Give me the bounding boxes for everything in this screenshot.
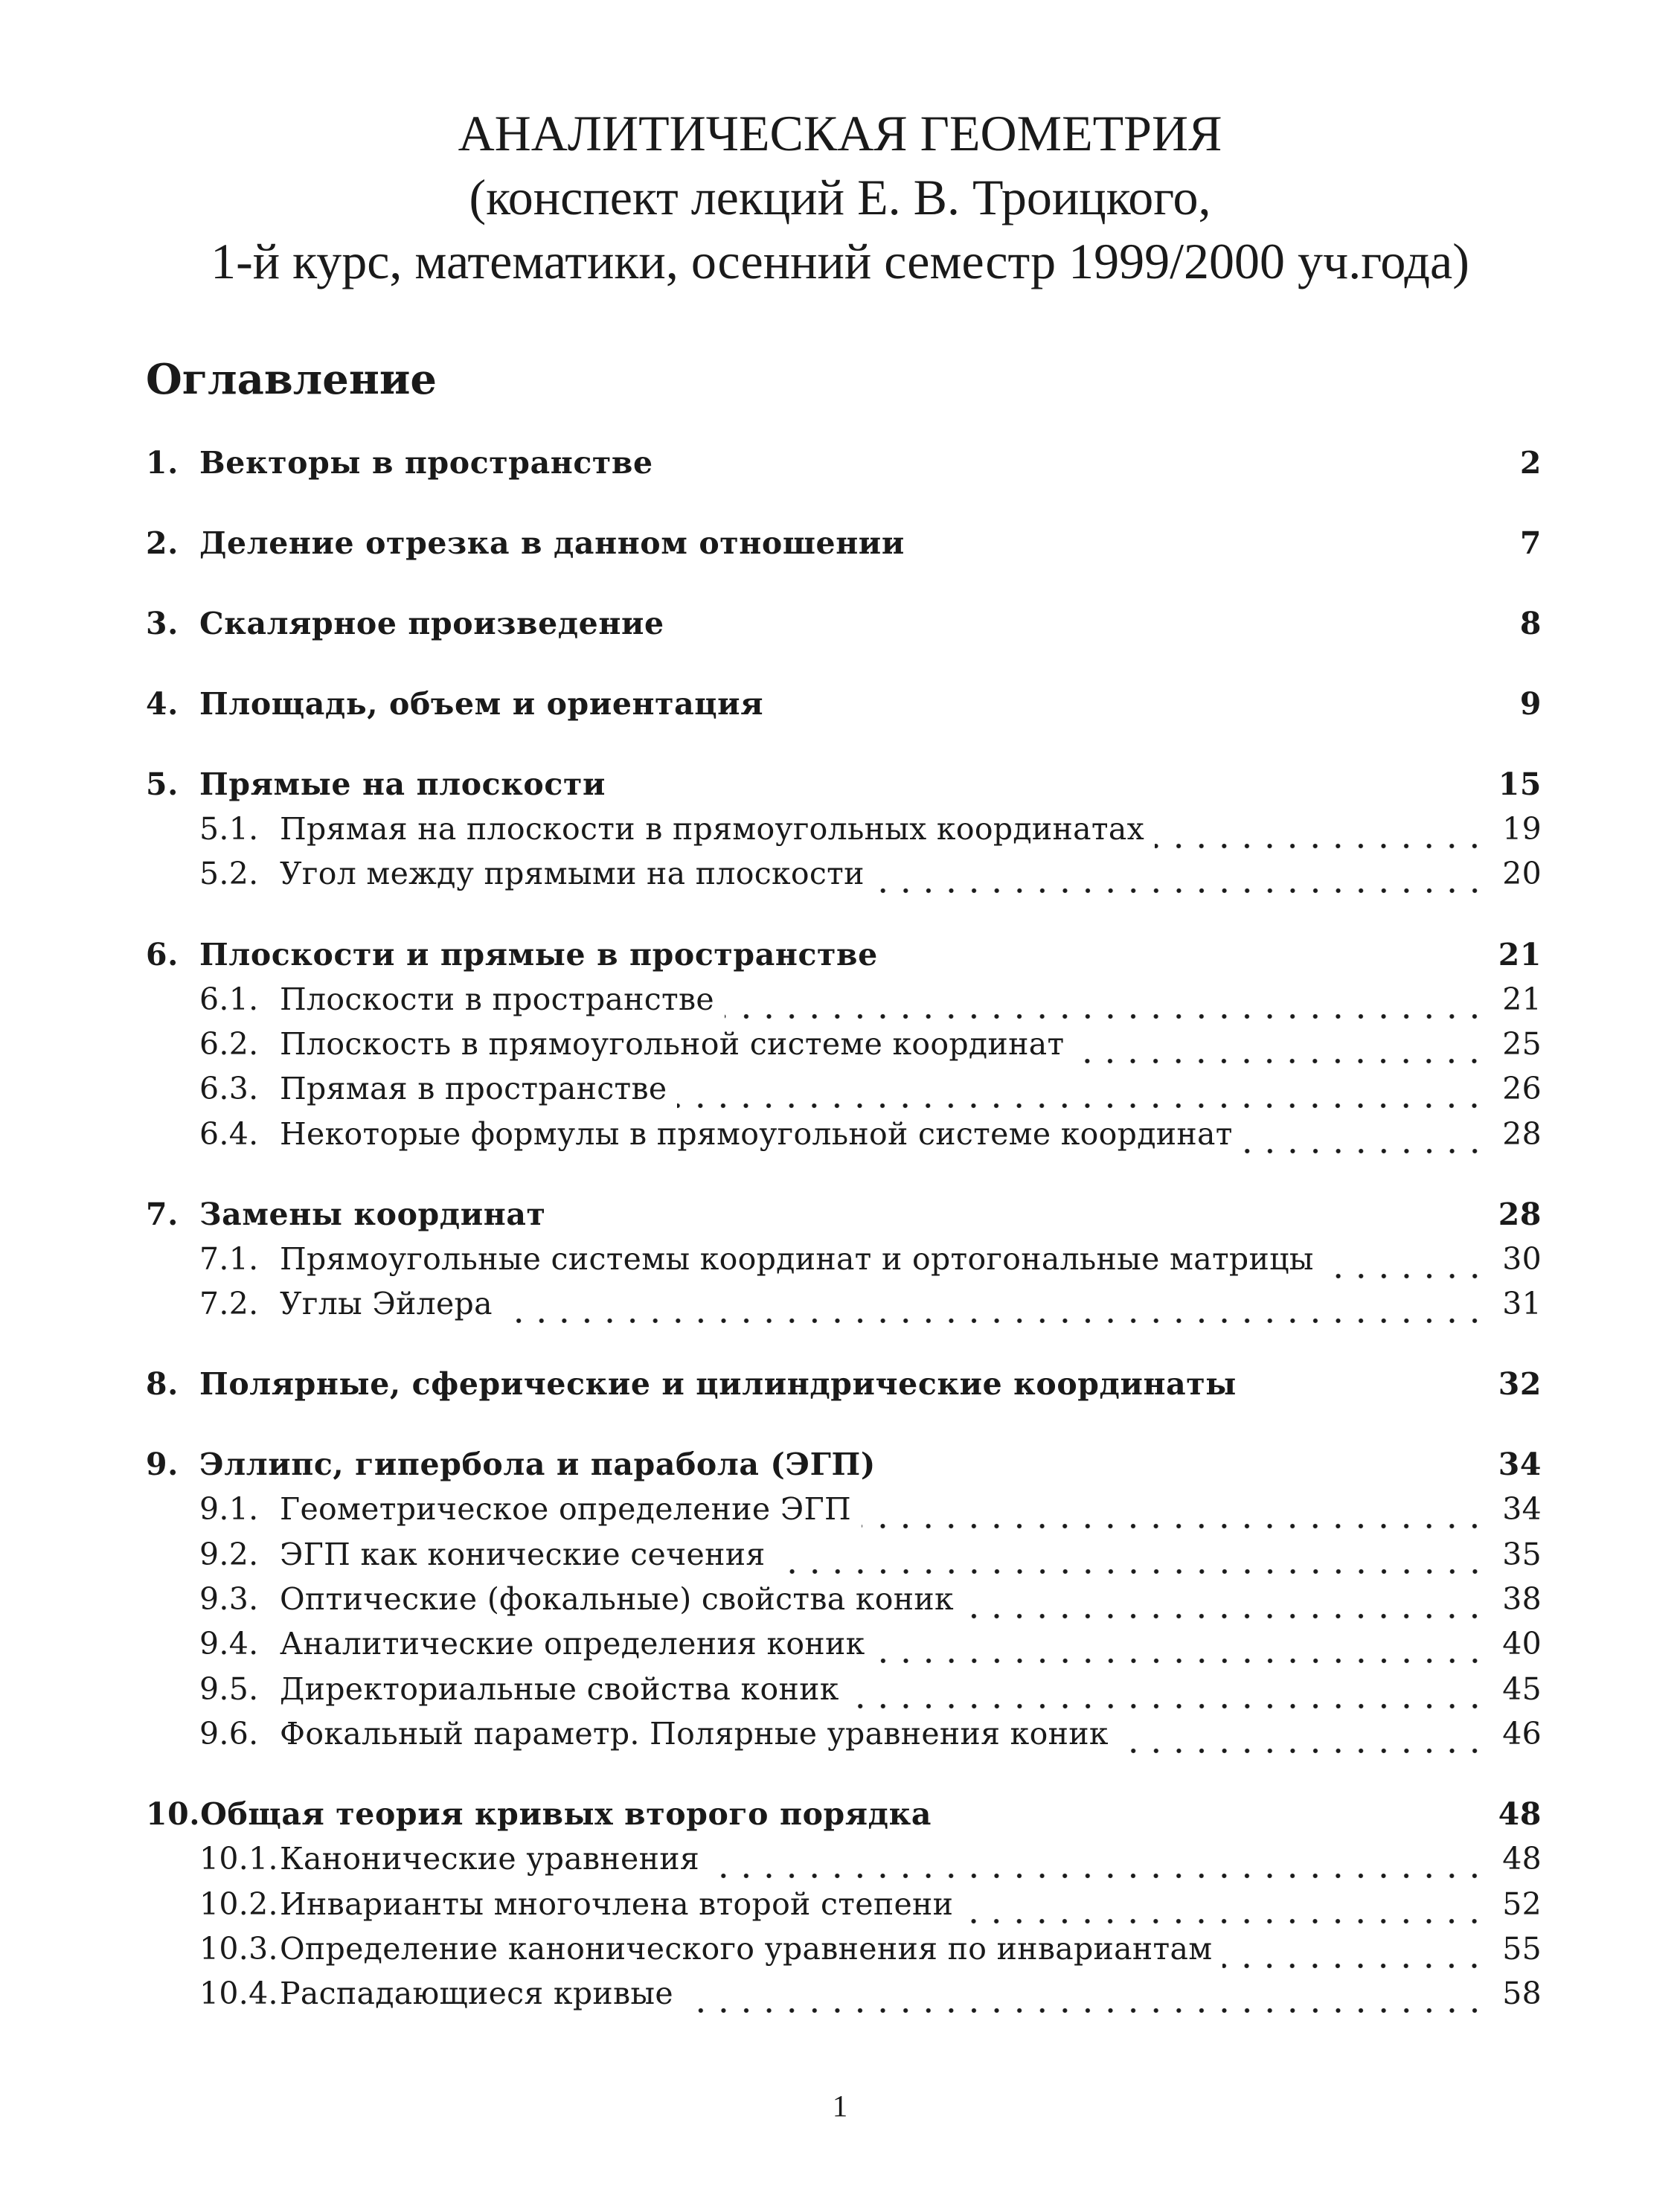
toc-subsection-row[interactable]: [146, 1716, 1542, 1761]
toc-section-page: 48: [1498, 1796, 1542, 1833]
toc-section-page: 7: [1519, 525, 1542, 561]
toc-heading: Оглавление: [146, 355, 437, 404]
toc-subsection-number: 6.2.: [199, 1025, 259, 1062]
toc-subsection-page: 21: [1502, 981, 1542, 1017]
toc-dot-leader: [1324, 1250, 1487, 1280]
toc-section-row[interactable]: [146, 766, 1542, 811]
toc-section-title: Замены координат: [199, 1196, 546, 1232]
toc-subsection-number: 6.3.: [199, 1071, 259, 1107]
toc-section-title: Деление отрезка в данном отношении: [199, 525, 905, 561]
toc-section-number: 3.: [146, 606, 179, 641]
toc-subsection-number: 10.4.: [199, 1976, 278, 2012]
toc-section-page: 8: [1519, 606, 1542, 641]
toc-section-number: 4.: [146, 686, 179, 722]
toc-dot-leader: [1155, 820, 1486, 850]
toc-subsection-title: Углы Эйлера: [280, 1286, 493, 1322]
toc-subsection-number: 9.5.: [199, 1670, 259, 1707]
toc-dot-leader: [1074, 1035, 1486, 1065]
toc-subsection-row[interactable]: [146, 1116, 1542, 1161]
toc-subsection-title: Аналитические определения коник: [280, 1626, 865, 1662]
toc-section-number: 7.: [146, 1196, 179, 1232]
toc-section-page: 34: [1498, 1446, 1542, 1483]
toc-subsection-number: 10.1.: [199, 1841, 278, 1877]
toc-dot-leader: [964, 1895, 1486, 1925]
toc-subsection-row[interactable]: [146, 1071, 1542, 1115]
toc-subsection-title: Геометрическое определение ЭГП: [280, 1491, 852, 1528]
toc-subsection-title: Инварианты многочлена второй степени: [280, 1886, 954, 1922]
document-header: [0, 101, 1680, 293]
toc-dot-leader: [677, 1080, 1486, 1109]
toc-subsection-row[interactable]: [146, 1537, 1542, 1581]
toc-section-number: 8.: [146, 1366, 179, 1403]
toc-subsection-title: ЭГП как конические сечения: [280, 1536, 766, 1572]
toc-subsection-number: 5.1.: [199, 811, 259, 847]
toc-section-title: Эллипс, гипербола и парабола (ЭГП): [199, 1446, 876, 1483]
toc-dot-leader: [850, 1680, 1487, 1710]
toc-subsection-title: Распадающиеся кривые: [280, 1976, 673, 2012]
toc-section-row[interactable]: [146, 1366, 1542, 1411]
toc-section-page: 9: [1519, 686, 1542, 722]
toc-section-row[interactable]: [146, 606, 1542, 650]
toc-dot-leader: [684, 1984, 1486, 2014]
document-subtitle-line-2: 1-й курс, математики, осенний семестр 1999/2000 уч.года): [211, 233, 1469, 289]
toc-subsection-title: Некоторые формулы в прямоугольной системе координат: [280, 1115, 1233, 1152]
toc-section-page: 21: [1498, 936, 1542, 973]
toc-subsection-title: Директориальные свойства коник: [280, 1670, 839, 1707]
toc-subsection-row[interactable]: [146, 1976, 1542, 2020]
toc-subsection-row[interactable]: [146, 811, 1542, 856]
toc-dot-leader: [776, 1545, 1487, 1575]
toc-subsection-row[interactable]: [146, 981, 1542, 1026]
toc-subsection-title: Угол между прямыми на плоскости: [280, 856, 865, 892]
toc-subsection-row[interactable]: [146, 1626, 1542, 1670]
toc-section-row[interactable]: [146, 525, 1542, 570]
toc-section-page: 2: [1519, 445, 1542, 481]
toc-subsection-title: Прямая в пространстве: [280, 1071, 667, 1107]
toc-subsection-number: 9.4.: [199, 1626, 259, 1662]
toc-subsection-page: 31: [1502, 1286, 1542, 1322]
toc-subsection-page: 26: [1502, 1071, 1542, 1107]
toc-subsection-page: 30: [1502, 1240, 1542, 1277]
toc-subsection-row[interactable]: [146, 1931, 1542, 1976]
toc-subsection-number: 10.3.: [199, 1930, 278, 1967]
toc-subsection-row[interactable]: [146, 1841, 1542, 1886]
toc-subsection-page: 35: [1502, 1536, 1542, 1572]
toc-section-title: Скалярное произведение: [199, 606, 664, 641]
toc-subsection-page: 58: [1502, 1976, 1542, 2012]
toc-section-number: 9.: [146, 1446, 179, 1483]
toc-section-page: 28: [1498, 1196, 1542, 1232]
toc-subsection-title: Фокальный параметр. Полярные уравнения коник: [280, 1715, 1109, 1752]
toc-subsection-title: Определение канонического уравнения по инвариантам: [280, 1930, 1213, 1967]
toc-subsection-number: 9.3.: [199, 1581, 259, 1617]
toc-subsection-row[interactable]: [146, 856, 1542, 900]
toc-subsection-row[interactable]: [146, 1286, 1542, 1330]
toc-section-row[interactable]: [146, 1196, 1542, 1241]
toc-subsection-number: 10.2.: [199, 1886, 278, 1922]
toc-section-title: Плоскости и прямые в пространстве: [199, 936, 878, 973]
toc-section-title: Полярные, сферические и цилиндрические координаты: [199, 1366, 1237, 1403]
toc-subsection-page: 34: [1502, 1491, 1542, 1528]
toc-subsection-number: 5.2.: [199, 856, 259, 892]
toc-subsection-row[interactable]: [146, 1026, 1542, 1071]
toc-subsection-page: 55: [1502, 1930, 1542, 1967]
toc-section-title: Площадь, объем и ориентация: [199, 686, 764, 722]
toc-subsection-number: 7.2.: [199, 1286, 259, 1322]
toc-subsection-page: 46: [1502, 1715, 1542, 1752]
document-subtitle-line-1: (конспект лекций Е. В. Троицкого,: [469, 169, 1211, 225]
toc-subsection-row[interactable]: [146, 1241, 1542, 1286]
toc-subsection-title: Оптические (фокальные) свойства коник: [280, 1581, 954, 1617]
toc-section-title: Общая теория кривых второго порядка: [200, 1796, 932, 1833]
toc-dot-leader: [710, 1850, 1486, 1880]
toc-subsection-title: Канонические уравнения: [280, 1841, 700, 1877]
toc-subsection-page: 20: [1502, 856, 1542, 892]
page-number: 1: [832, 2089, 848, 2123]
toc-subsection-title: Прямая на плоскости в прямоугольных координатах: [280, 811, 1145, 847]
toc-subsection-page: 48: [1502, 1841, 1542, 1877]
toc-dot-leader: [1119, 1725, 1486, 1755]
toc-section-row[interactable]: [146, 1446, 1542, 1491]
toc-subsection-row[interactable]: [146, 1581, 1542, 1626]
toc-section-number: 2.: [146, 525, 179, 561]
toc-section-number: 10.: [146, 1796, 201, 1833]
toc-subsection-row[interactable]: [146, 1886, 1542, 1931]
toc-section-title: Прямые на плоскости: [199, 766, 606, 802]
toc-dot-leader: [876, 1635, 1487, 1665]
toc-subsection-page: 45: [1502, 1670, 1542, 1707]
toc-section-title: Векторы в пространстве: [199, 445, 653, 481]
toc-subsection-page: 40: [1502, 1626, 1542, 1662]
toc-dot-leader: [725, 990, 1486, 1020]
toc-dot-leader: [875, 865, 1486, 894]
toc-subsection-number: 7.1.: [199, 1240, 259, 1277]
toc-section-number: 1.: [146, 445, 179, 481]
toc-subsection-number: 6.1.: [199, 981, 259, 1017]
toc-subsection-page: 52: [1502, 1886, 1542, 1922]
toc-subsection-number: 6.4.: [199, 1115, 259, 1152]
toc-section-number: 5.: [146, 766, 179, 802]
toc-section-row[interactable]: [146, 937, 1542, 981]
toc-subsection-page: 25: [1502, 1025, 1542, 1062]
toc-section-row[interactable]: [146, 1796, 1542, 1841]
toc-section-page: 15: [1498, 766, 1542, 802]
toc-subsection-page: 28: [1502, 1115, 1542, 1152]
toc-section-row[interactable]: [146, 445, 1542, 490]
toc-dot-leader: [1243, 1125, 1487, 1155]
toc-subsection-title: Прямоугольные системы координат и ортогональные матрицы: [280, 1240, 1314, 1277]
toc-dot-leader: [503, 1295, 1486, 1324]
toc-subsection-page: 38: [1502, 1581, 1542, 1617]
toc-subsection-title: Плоскость в прямоугольной системе координат: [280, 1025, 1065, 1062]
toc-dot-leader: [964, 1590, 1486, 1620]
document-title: АНАЛИТИЧЕСКАЯ ГЕОМЕТРИЯ: [458, 105, 1222, 161]
toc-subsection-title: Плоскости в пространстве: [280, 981, 714, 1017]
toc-subsection-row[interactable]: [146, 1671, 1542, 1716]
toc-dot-leader: [1222, 1940, 1486, 1970]
toc-subsection-number: 9.6.: [199, 1715, 259, 1752]
toc-subsection-number: 9.2.: [199, 1536, 259, 1572]
toc-section-row[interactable]: [146, 686, 1542, 731]
toc-section-page: 32: [1498, 1366, 1542, 1403]
toc-subsection-number: 9.1.: [199, 1491, 259, 1528]
toc-section-number: 6.: [146, 936, 179, 973]
toc-subsection-row[interactable]: [146, 1491, 1542, 1536]
toc-dot-leader: [862, 1500, 1486, 1530]
toc-subsection-page: 19: [1502, 811, 1542, 847]
